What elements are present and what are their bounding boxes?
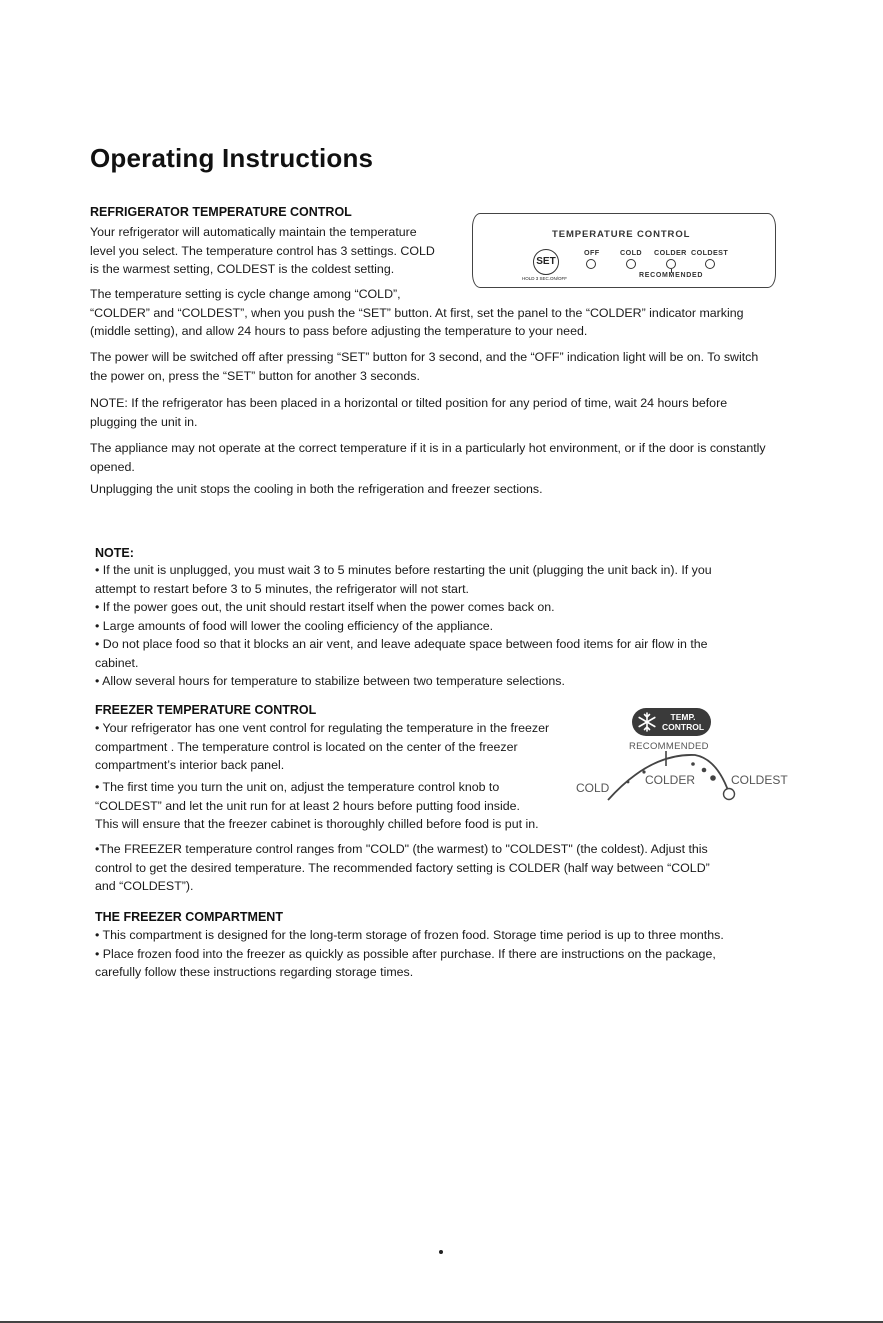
text-line: and “COLDEST”).: [95, 879, 194, 893]
level-label-coldest: COLDEST: [691, 248, 729, 257]
freezer-heading: FREEZER TEMPERATURE CONTROL: [95, 703, 317, 717]
dial-label-colder: COLDER: [645, 773, 696, 787]
list-item: • This compartment is designed for the long-term storage of frozen food. Storage time period is up to three months.: [95, 928, 724, 942]
text-line: level you select. The temperature control has 3 settings. COLD: [90, 243, 435, 258]
dial-label-coldest: COLDEST: [731, 773, 788, 787]
fridge-note: [90, 394, 727, 431]
list-item: cabinet.: [95, 655, 139, 670]
fridge-power: [90, 348, 758, 385]
compartment-heading: THE FREEZER COMPARTMENT: [95, 910, 283, 924]
list-item: • Large amounts of food will lower the cooling efficiency of the appliance.: [95, 618, 494, 633]
page-marker-dot: [439, 1250, 443, 1254]
freezer-control-graphic: [570, 705, 800, 805]
text-line: NOTE: If the refrigerator has been placed in a horizontal or tilted position for any period of time, wait 24 hours before: [90, 396, 728, 410]
badge-line-control: CONTROL: [661, 722, 705, 732]
text-line: compartment’s interior back panel.: [95, 758, 285, 772]
temp-control-badge: [632, 708, 711, 736]
text-line: The power will be switched off after pressing “SET” button for 3 second, and the “OFF” indication light will be on. To switch: [90, 350, 759, 364]
text-line: “COLDEST” and let the unit run for at least 2 hours before putting food inside.: [95, 798, 520, 813]
note-list: [95, 561, 712, 691]
text-line: Unplugging the unit stops the cooling in both the refrigeration and freezer sections.: [90, 482, 543, 496]
text-line: (middle setting), and allow 24 hours to pass before adjusting the temperature to your need.: [90, 324, 588, 338]
text-line: • Your refrigerator has one vent control for regulating the temperature in the freezer: [95, 721, 550, 735]
recommended-label: RECOMMENDED: [639, 272, 704, 279]
text-line: control to get the desired temperature. The recommended factory setting is COLDER (half way between “COLD”: [95, 860, 710, 875]
text-line: compartment . The temperature control is located on the center of the freezer: [95, 739, 518, 754]
page-title: Operating Instructions: [90, 143, 374, 173]
indicator-light-off: [586, 259, 596, 269]
list-item: carefully follow these instructions regarding storage times.: [95, 965, 414, 979]
note-heading: NOTE:: [95, 546, 134, 560]
text-line: the power on, press the “SET” button for another 3 seconds.: [90, 368, 420, 383]
level-label-cold: COLD: [620, 248, 642, 257]
fridge-unplug: [90, 480, 543, 499]
text-line: “COLDER” and “COLDEST”, when you push the “SET” button. At first, set the panel to the “COLDER” indicator marking: [90, 305, 744, 320]
snowflake-icon: [636, 711, 658, 733]
list-item: • Allow several hours for temperature to stabilize between two temperature selections.: [95, 674, 565, 688]
panel-title: TEMPERATURE CONTROL: [552, 229, 691, 240]
freezer-range: [95, 840, 710, 896]
list-item: • If the power goes out, the unit should restart itself when the power comes back on.: [95, 600, 555, 614]
fridge-hot-environment: [90, 439, 766, 476]
freezer-vent: [95, 719, 549, 775]
text-line: • The first time you turn the unit on, adjust the temperature control knob to: [95, 780, 500, 794]
text-line: opened.: [90, 459, 135, 474]
fridge-cycle: [90, 285, 744, 341]
indicator-light-coldest: [705, 259, 715, 269]
freezer-recommended-label: RECOMMENDED: [629, 741, 709, 752]
temperature-control-panel: [472, 213, 776, 288]
list-item: • If the unit is unplugged, you must wait 3 to 5 minutes before restarting the unit (plugging the unit back in). If you: [95, 563, 712, 577]
text-line: Your refrigerator will automatically maintain the temperature: [90, 225, 417, 239]
freezer-first-use: [95, 778, 539, 834]
fridge-intro: [90, 223, 435, 279]
text-line: is the warmest setting, COLDEST is the coldest setting.: [90, 262, 395, 276]
badge-line-temp: TEMP.: [670, 712, 696, 722]
text-line: plugging the unit in.: [90, 414, 198, 429]
text-line: •The FREEZER temperature control ranges from "COLD" (the warmest) to "COLDEST" (the coldest). Adjust this: [95, 842, 708, 856]
level-label-off: OFF: [584, 248, 600, 257]
text-line: The appliance may not operate at the correct temperature if it is in a particularly hot environment, or if the door is constantly: [90, 441, 766, 455]
list-item: • Do not place food so that it blocks an air vent, and leave adequate space between food items for air flow in the: [95, 637, 708, 651]
fridge-heading: REFRIGERATOR TEMPERATURE CONTROL: [90, 205, 352, 219]
hold-label: HOLD 3 SEC.ON/OFF: [522, 276, 568, 281]
level-label-colder: COLDER: [654, 248, 687, 257]
text-line: The temperature setting is cycle change among “COLD”,: [90, 287, 401, 301]
text-line: This will ensure that the freezer cabinet is thoroughly chilled before food is put in.: [95, 817, 539, 831]
dial-label-cold: COLD: [576, 781, 610, 795]
set-button[interactable]: SET: [533, 249, 559, 275]
indicator-light-cold: [626, 259, 636, 269]
indicator-light-colder: [666, 259, 676, 269]
compartment-list: [95, 926, 724, 982]
badge-text: [661, 712, 705, 732]
list-item: attempt to restart before 3 to 5 minutes, the refrigerator will not start.: [95, 581, 469, 596]
list-item: • Place frozen food into the freezer as quickly as possible after purchase. If there are instructions on the package,: [95, 946, 716, 961]
